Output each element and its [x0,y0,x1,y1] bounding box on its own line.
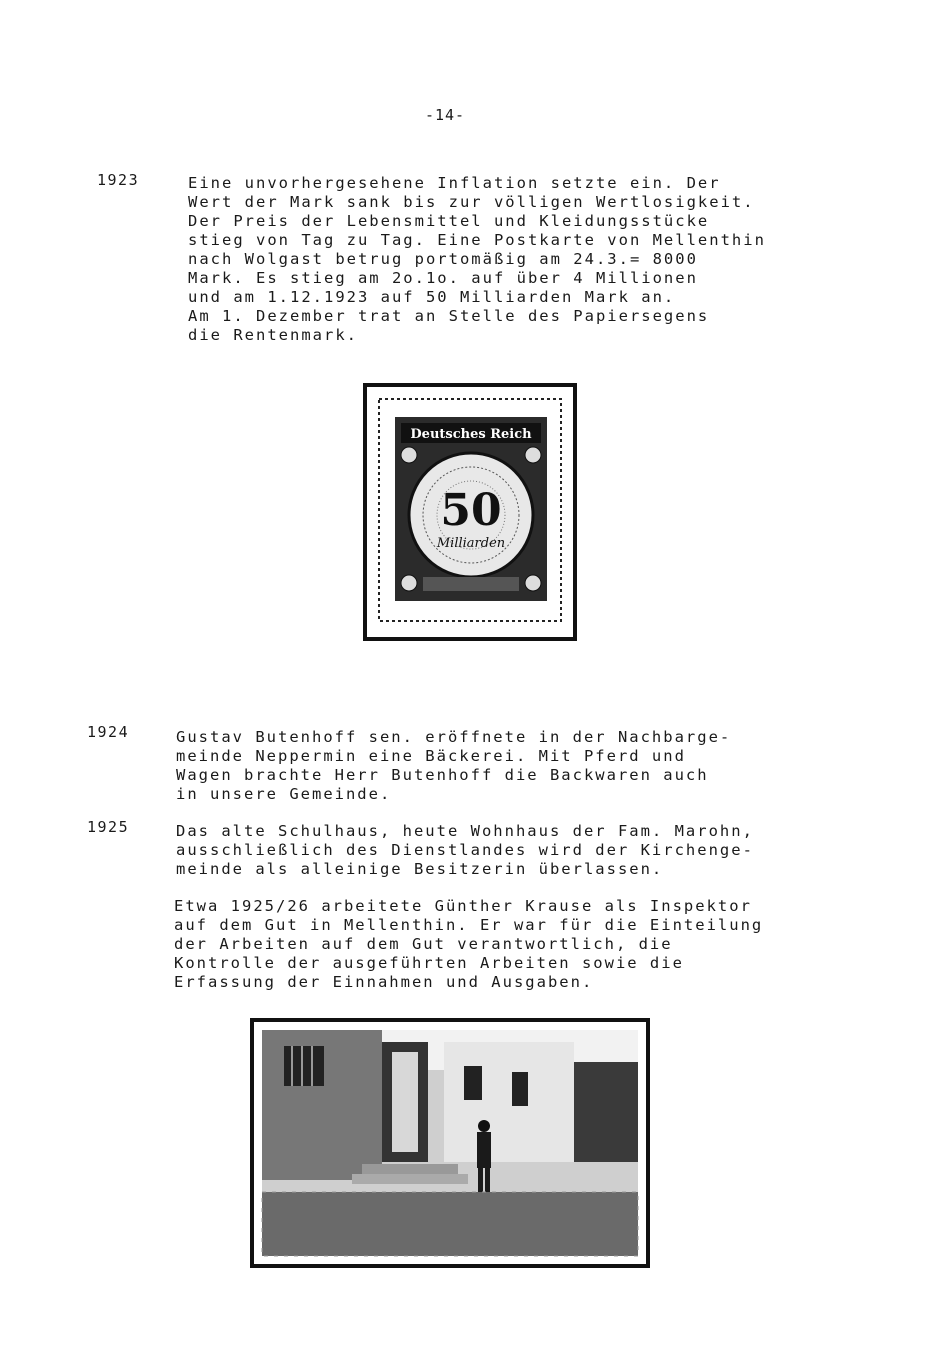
text-line: Wert der Mark sank bis zur völligen Wertlosigkeit. [188,193,755,211]
text-line: meinde als alleinige Besitzerin überlassen. [176,860,664,878]
stamp-header: Deutsches Reich [410,427,532,442]
year-1925: 1925 [87,818,130,836]
paragraph-1924 [176,728,731,804]
text-line: in unsere Gemeinde. [176,785,392,803]
text-line: Kontrolle der ausgeführten Arbeiten sowie die [174,954,684,972]
text-line: die Rentenmark. [188,326,358,344]
text-line: ausschließlich des Dienstlandes wird der Kirchenge- [176,841,754,859]
stamp-value: 50 [440,485,502,536]
page-number: -14- [424,106,466,124]
text-line: Das alte Schulhaus, heute Wohnhaus der Fam. Marohn, [176,822,754,840]
text-line: stieg von Tag zu Tag. Eine Postkarte von Mellenthin [188,231,766,249]
photo-image [250,1018,650,1268]
text-line: auf dem Gut in Mellenthin. Er war für die Einteilung [174,916,764,934]
text-line: Etwa 1925/26 arbeitete Günther Krause als Inspektor [174,897,752,915]
photo-drawing [254,1022,646,1264]
paragraph-1925-a [176,822,754,879]
year-1923: 1923 [97,171,140,189]
text-line: Gustav Butenhoff sen. eröffnete in der Nachbarge- [176,728,732,746]
text-line: Mark. Es stieg am 2o.1o. auf über 4 Millionen [188,269,698,287]
paragraph-1925-b [174,897,763,992]
text-line: und am 1.12.1923 auf 50 Milliarden Mark an. [188,288,676,306]
stamp-drawing [367,387,573,637]
text-line: Eine unvorhergesehene Inflation setzte ein. Der [188,174,721,192]
text-line: Erfassung der Einnahmen und Ausgaben. [174,973,594,991]
stamp-image [363,383,577,641]
text-line: meinde Neppermin eine Bäckerei. Mit Pferd und [176,747,686,765]
year-1924: 1924 [87,723,130,741]
text-line: nach Wolgast betrug portomäßig am 24.3.= 8000 [188,250,698,268]
text-line: Der Preis der Lebensmittel und Kleidungsstücke [188,212,710,230]
text-line: der Arbeiten auf dem Gut verantwortlich, die [174,935,673,953]
stamp-unit: Milliarden [436,536,506,551]
text-line: Wagen brachte Herr Butenhoff die Backwaren auch [176,766,709,784]
paragraph-1923 [188,174,766,345]
text-line: Am 1. Dezember trat an Stelle des Papiersegens [188,307,710,325]
